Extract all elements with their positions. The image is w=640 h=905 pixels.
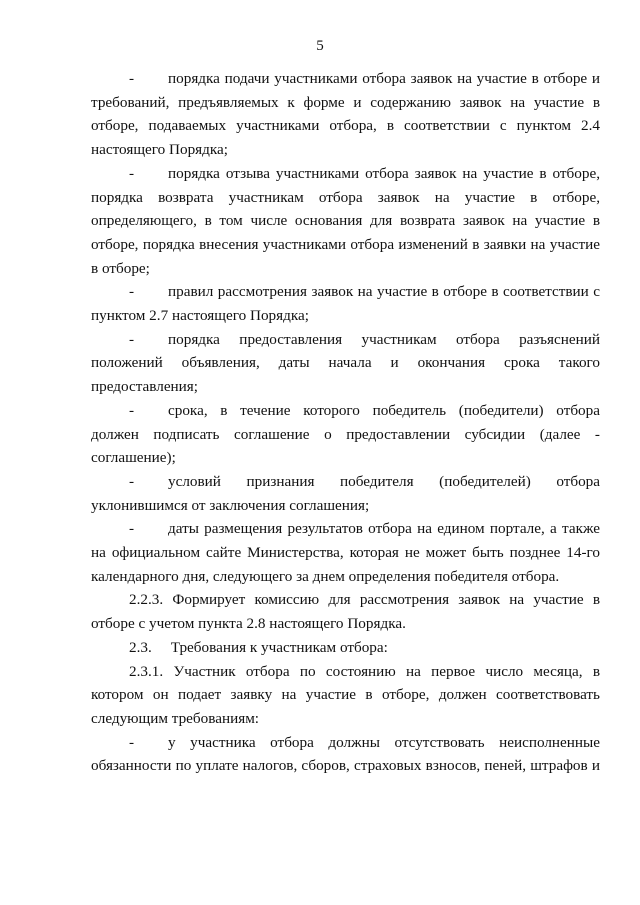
bullet-item	[91, 280, 600, 327]
text-line: требований, предъявляемых к форме и содержанию заявок на участие в	[91, 93, 600, 111]
text-line: уклонившимся от заключения соглашения;	[91, 496, 370, 514]
bullet-first-line	[91, 399, 600, 423]
bullet-first-line	[91, 67, 600, 91]
bullet-item	[91, 470, 600, 517]
text-line: в отборе;	[91, 259, 150, 277]
bullet-dash: -	[129, 472, 135, 490]
text-line: отборе с учетом пункта 2.8 настоящего Порядка.	[91, 615, 406, 633]
text-line: на официальном сайте Министерства, которая не может быть позднее 14-го	[91, 544, 600, 562]
text-line: у участника отбора должны отсутствовать неисполненные	[168, 733, 600, 751]
text-line: срока, в течение которого победитель (победители) отбора	[168, 401, 600, 419]
bullet-first-line	[91, 731, 600, 755]
bullet-dash: -	[129, 330, 135, 348]
bullet-dash: -	[129, 401, 135, 419]
text-line: 2.3.1. Участник отбора по состоянию на первое число месяца, в	[129, 662, 600, 680]
text-line: календарного дня, следующего за днем определения победителя отбора.	[91, 567, 560, 585]
bullet-item	[91, 328, 600, 399]
text-line: порядка предоставления участникам отбора разъяснений	[168, 330, 600, 348]
bullet-first-line	[91, 328, 600, 352]
bullet-dash: -	[129, 283, 135, 301]
text-line: котором он подает заявку на участие в отборе, должен соответствовать	[91, 686, 600, 704]
text-line: предоставления;	[91, 378, 199, 396]
bullet-item	[91, 731, 600, 778]
paragraph	[91, 588, 600, 635]
text-line: порядка возврата участникам отбора заявок на участие в отборе,	[91, 188, 600, 206]
text-line: соглашение);	[91, 449, 176, 467]
bullet-first-line	[91, 470, 600, 494]
text-line: порядка отзыва участниками отбора заявок на участие в отборе,	[168, 164, 600, 182]
text-line: пунктом 2.7 настоящего Порядка;	[91, 307, 309, 325]
text-line: 2.2.3. Формирует комиссию для рассмотрения заявок на участие в	[129, 591, 600, 609]
text-line: даты размещения результатов отбора на едином портале, а также	[168, 520, 600, 538]
text-line: условий признания победителя (победителей) отбора	[168, 472, 600, 490]
bullet-dash: -	[129, 733, 135, 751]
bullet-dash: -	[129, 164, 135, 182]
paragraph	[91, 660, 600, 731]
text-line: должен подписать соглашение о предоставлении субсидии (далее -	[91, 425, 600, 443]
text-line: правил рассмотрения заявок на участие в отборе в соответствии с	[168, 283, 600, 301]
bullet-dash: -	[129, 520, 135, 538]
document-body	[91, 67, 600, 778]
text-line: порядка подачи участниками отбора заявок на участие в отборе и	[168, 70, 600, 87]
text-line: следующим требованиям:	[91, 709, 260, 727]
text-line: отборе, порядка внесения участниками отбора изменений в заявки на участие	[91, 235, 600, 253]
bullet-item	[91, 517, 600, 588]
bullet-first-line	[91, 517, 600, 541]
paragraph	[91, 636, 600, 660]
text-line: положений объявления, даты начала и окончания срока такого	[91, 354, 600, 372]
text-line: отборе, подаваемых участниками отбора, в соответствии с пунктом 2.4	[91, 117, 600, 135]
page-number: 5	[316, 38, 324, 54]
text-line: обязанности по уплате налогов, сборов, страховых взносов, пеней, штрафов и	[91, 757, 600, 775]
bullet-item	[91, 67, 600, 162]
bullet-item	[91, 162, 600, 281]
text-line: 2.3. Требования к участникам отбора:	[129, 638, 388, 656]
bullet-item	[91, 399, 600, 470]
bullet-dash: -	[129, 70, 135, 87]
text-line: определяющего, в том числе основания для возврата заявок на участие в	[91, 212, 600, 230]
bullet-first-line	[91, 162, 600, 186]
bullet-first-line	[91, 280, 600, 304]
text-line: настоящего Порядка;	[91, 141, 228, 159]
